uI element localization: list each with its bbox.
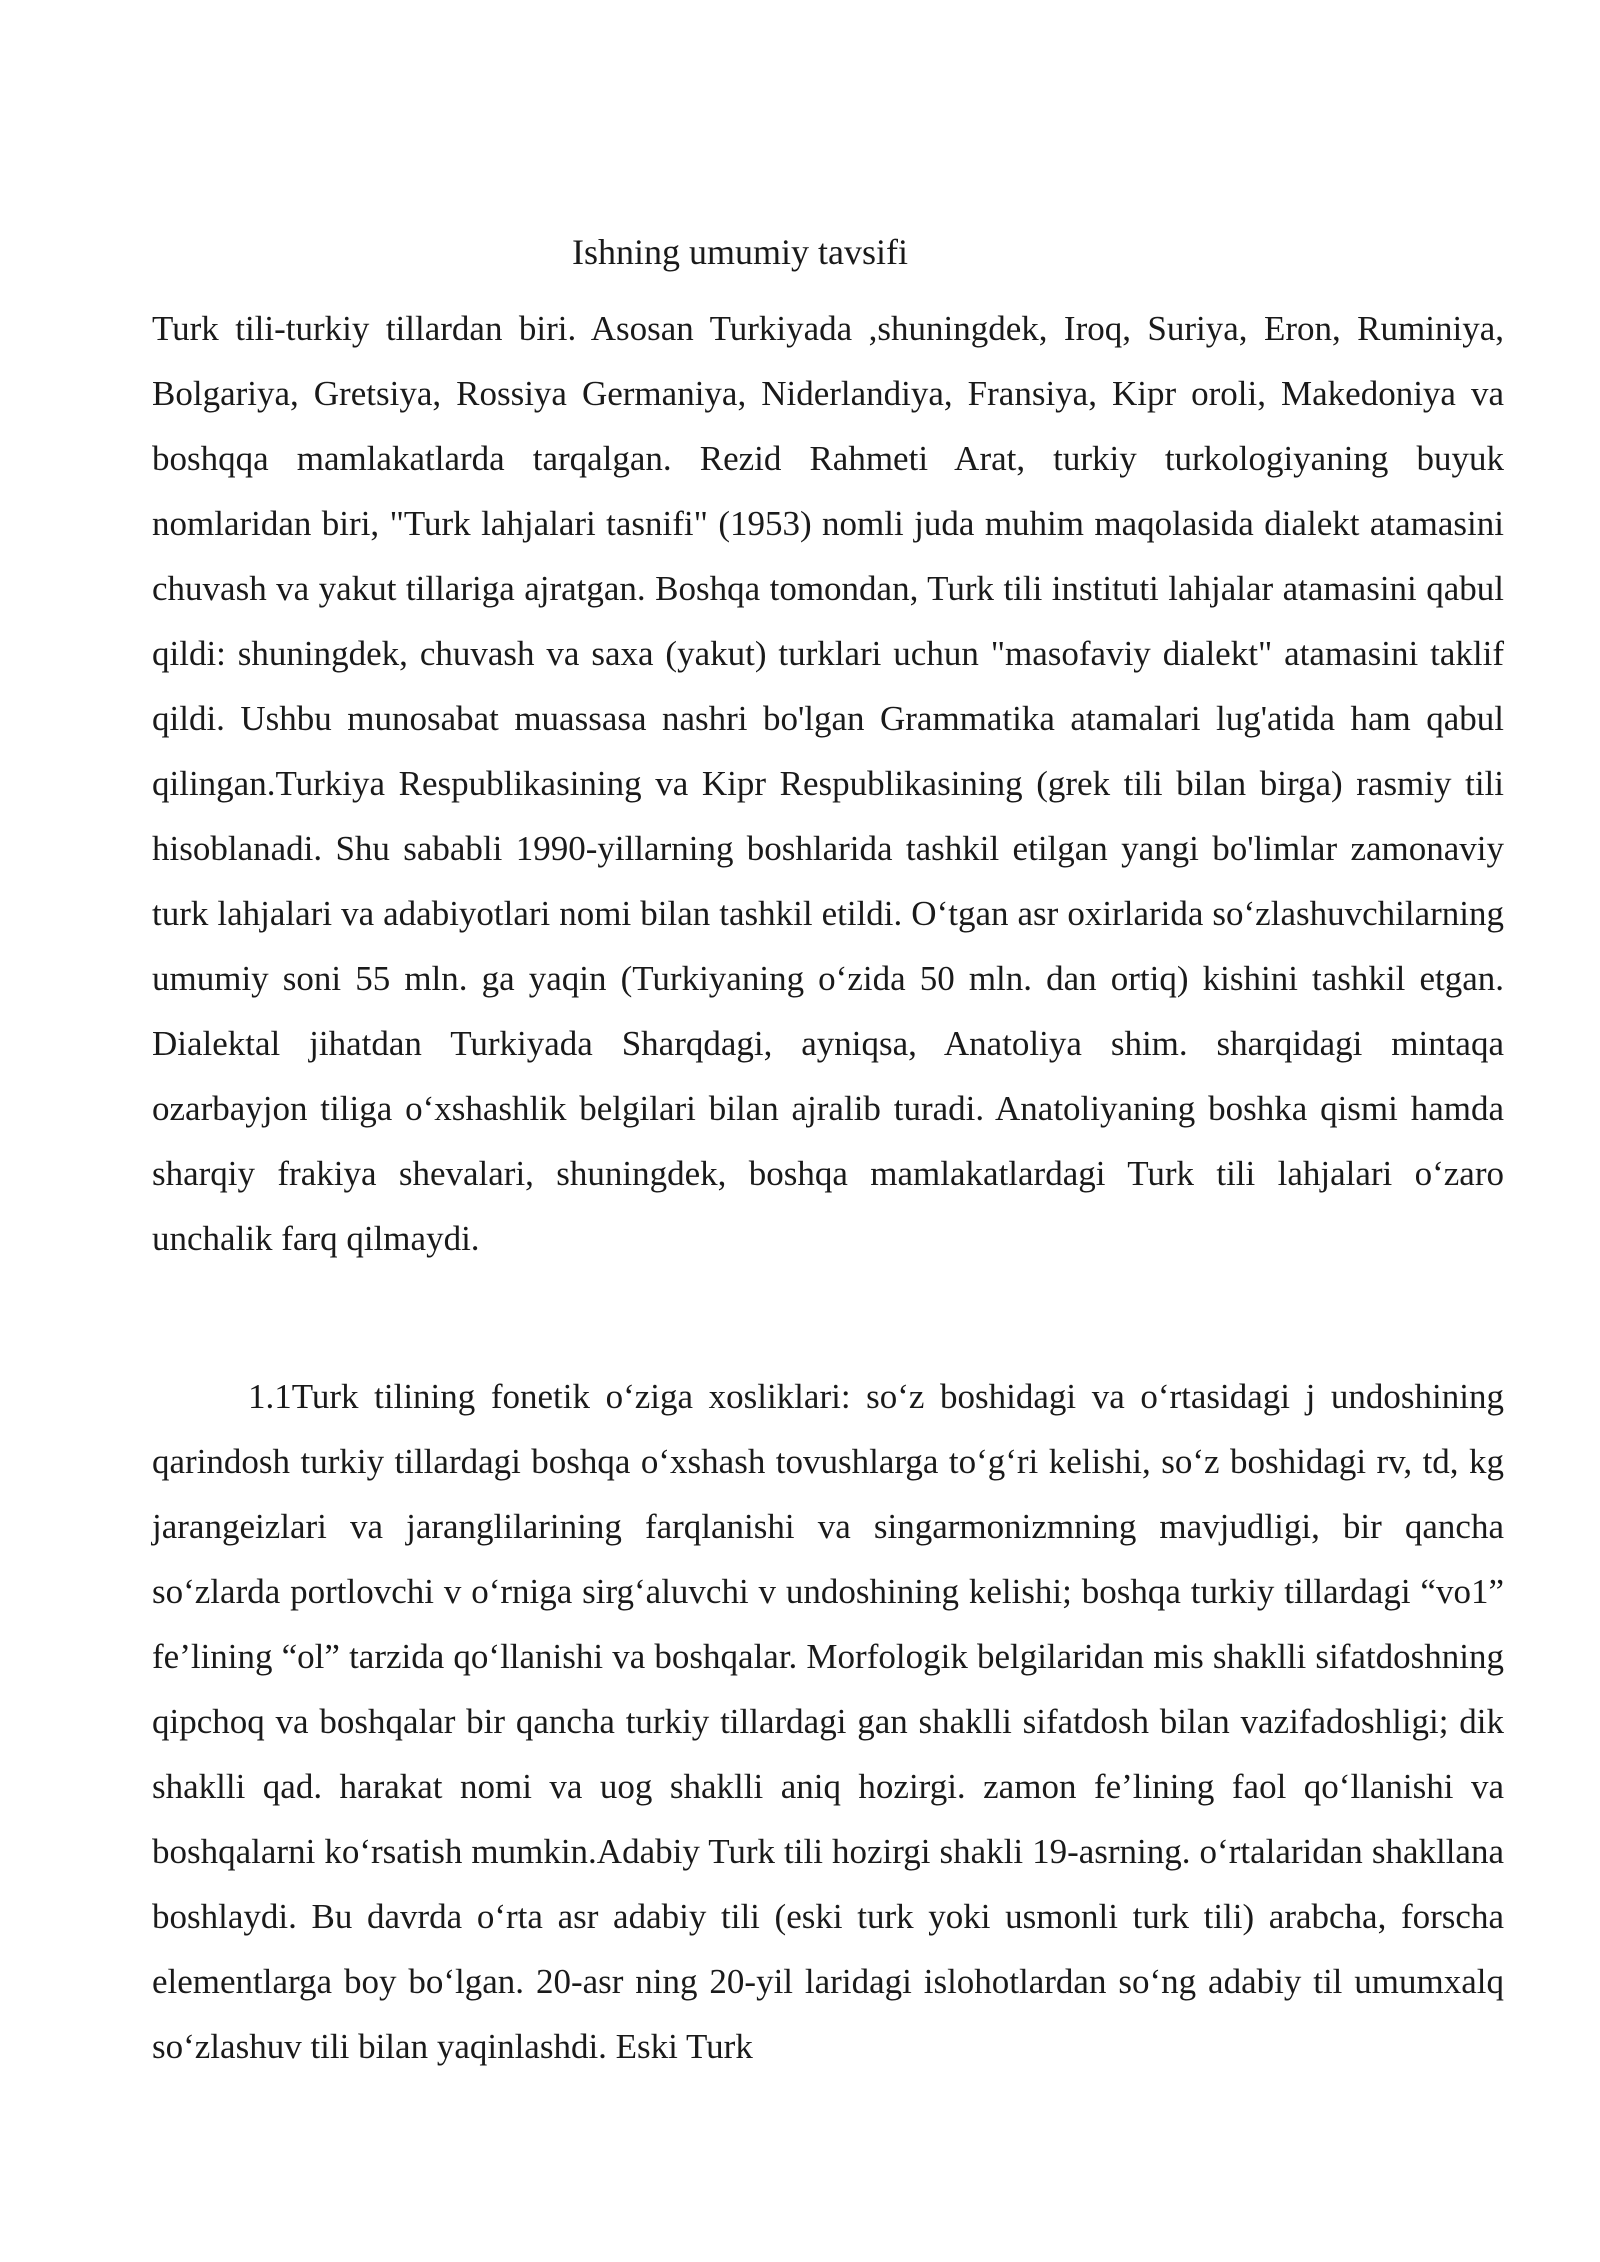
- paragraph-block-2: [152, 1364, 1504, 2079]
- document-title: Ishning umumiy tavsifi: [572, 232, 908, 272]
- paragraph-1: Turk tili-turkiy tillardan biri. Asosan Turkiyada ,shuningdek, Iroq, Suriya, Eron, Ruminiya, Bolgariya, Gretsiya, Rossiya Germaniya, Niderlandiya, Fransiya, Kipr oroli, Makedoniya va boshqqa mamlakatlarda tarqalgan. Rezid Rahmeti Arat, turkiy turkologiyaning buyuk nomlaridan biri, "Turk lahjalari tasnifi" (1953) nomli juda muhim maqolasida dialekt atamasini chuvash va yakut tillariga ajratgan. Boshqa tomondan, Turk tili instituti lahjalar atamasini qabul qildi: shuningdek, chuvash va saxa (yakut) turklari uchun "masofaviy dialekt" atamasini taklif qildi. Ushbu munosabat muassasa nashri bo'lgan Grammatika atamalari lug'atida ham qabul qilingan.Turkiya Respublikasining va Kipr Respublikasining (grek tili bilan birga) rasmiy tili hisoblanadi. Shu sababli 1990-yillarning boshlarida tashkil etilgan yangi bo'limlar zamonaviy turk lahjalari va adabiyotlari nomi bilan tashkil etildi. O‘tgan asr oxirlarida so‘zlashuvchilarning umumiy soni 55 mln. ga yaqin (Turkiyaning o‘zida 50 mln. dan ortiq) kishini tashkil etgan. Dialektal jihatdan Turkiyada Sharqdagi, ayniqsa, Anatoliya shim. sharqidagi mintaqa ozarbayjon tiliga o‘xshashlik belgilari bilan ajralib turadi. Anatoliyaning boshka qismi hamda sharqiy frakiya shevalari, shuningdek, boshqa mamlakatlardagi Turk tili lahjalari o‘zaro unchalik farq qilmaydi.: [152, 309, 1504, 1258]
- paragraph-2: 1.1Turk tilining fonetik o‘ziga xosliklari: so‘z boshidagi va o‘rtasidagi j undoshining qarindosh turkiy tillardagi boshqa o‘xshash tovushlarga to‘g‘ri kelishi, so‘z boshidagi rv, td, kg jarangeizlari va jaranglilarining farqlanishi va singarmonizmning mavjudligi, bir qancha so‘zlarda portlovchi v o‘rniga sirg‘aluvchi v undoshining kelishi; boshqa turkiy tillardagi “vo1” fe’lining “ol” tarzida qo‘llanishi va boshqalar. Morfologik belgilaridan mis shaklli sifatdoshning qipchoq va boshqalar bir qancha turkiy tillardagi gan shaklli sifatdosh bilan vazifadoshligi; dik shaklli qad. harakat nomi va uog shaklli aniq hozirgi. zamon fe’lining faol qo‘llanishi va boshqalarni ko‘rsatish mumkin.Adabiy Turk tili hozirgi shakli 19-asrning. o‘rtalaridan shakllana boshlaydi. Bu davrda o‘rta asr adabiy tili (eski turk yoki usmonli turk tili) arabcha, forscha elementlarga boy bo‘lgan. 20-asr ning 20-yil laridagi islohotlardan so‘ng adabiy til umumxalq so‘zlashuv tili bilan yaqinlashdi. Eski Turk: [152, 1377, 1504, 2066]
- paragraph-block-1: [152, 296, 1504, 1271]
